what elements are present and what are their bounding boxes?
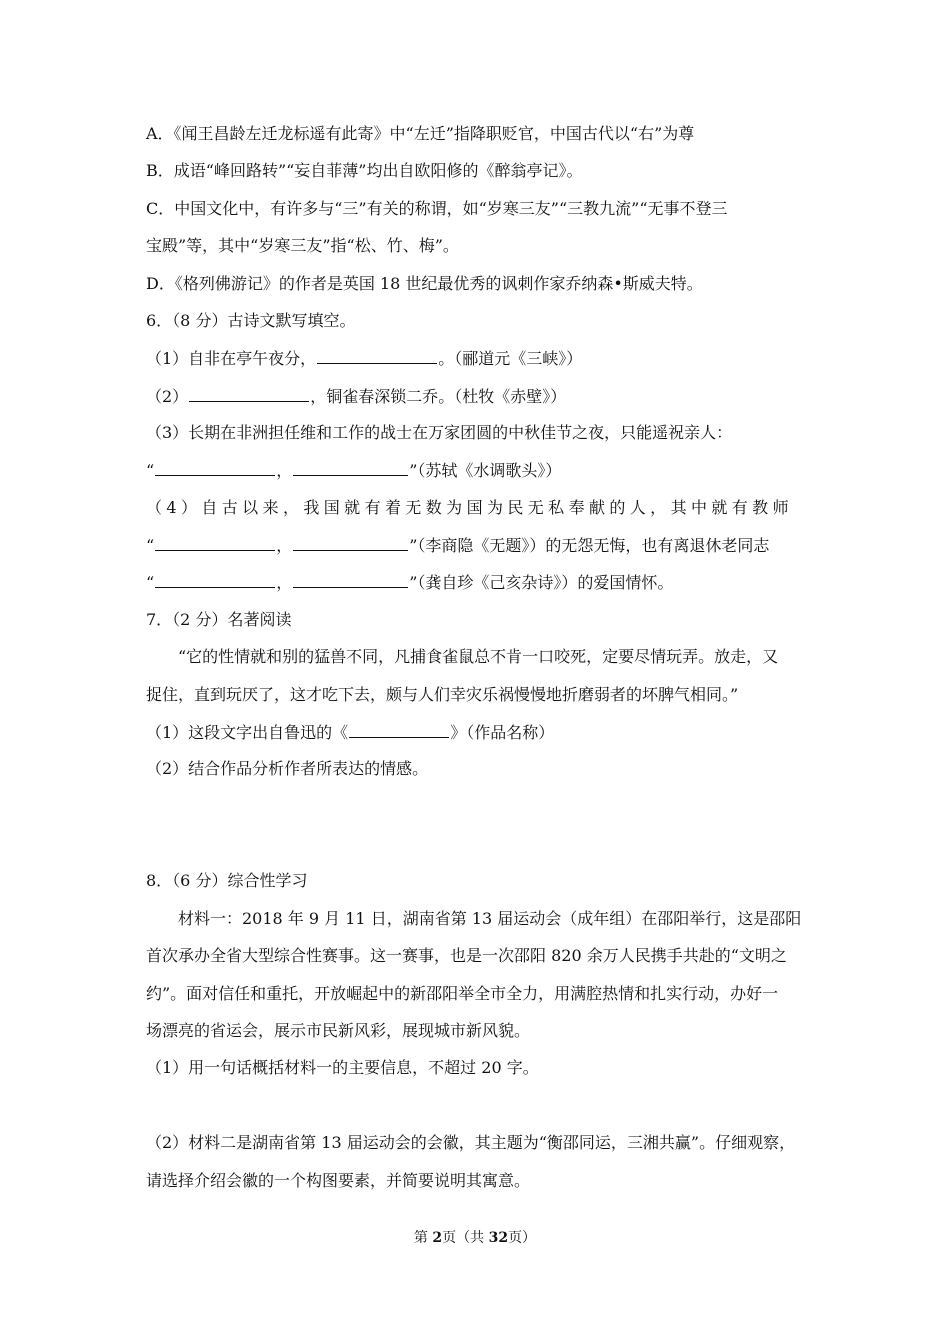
q8-material-1-line-4: 场漂亮的省运会，展示市民新风彩，展现城市新风貌。 — [146, 1021, 531, 1040]
q8-material-1-line-1: 材料一：2018 年 9 月 11 日，湖南省第 13 届运动会（成年组）在邵阳举行，这是邵阳 — [178, 909, 802, 928]
q7-sub-1-suffix: 》（作品名称） — [450, 723, 555, 742]
q6-part-2-blank[interactable] — [189, 385, 309, 402]
q6-part-4-line-3 — [146, 571, 673, 593]
q6-part-4-blank-2[interactable] — [293, 534, 408, 551]
q6-part-4-blank-4[interactable] — [293, 571, 408, 588]
q6-part-4-open-quote-2: “ — [146, 573, 155, 592]
footer-page-number: 2 — [432, 1230, 443, 1246]
q6-part-4-blank-1[interactable] — [155, 534, 275, 551]
footer-middle: 页（共 — [442, 1230, 489, 1246]
q7-quote-line-1: “它的性情就和别的猛兽不同，凡捕食雀鼠总不肯一口咬死，定要尽情玩弄。放走，又 — [178, 647, 779, 666]
q7-sub-1 — [146, 721, 554, 743]
q6-part-2 — [146, 385, 566, 407]
q8-sub-2-line-2: 请选择介绍会徽的一个构图要素，并简要说明其寓意。 — [146, 1171, 531, 1190]
q8-sub-1: （1）用一句话概括材料一的主要信息，不超过 20 字。 — [146, 1058, 539, 1077]
footer-total-pages: 32 — [488, 1230, 509, 1246]
q6-part-1-prefix: （1）自非在亭午夜分， — [146, 349, 317, 368]
q6-part-2-prefix: （2） — [146, 387, 189, 406]
q6-part-3-line-2 — [146, 459, 561, 481]
q6-part-4-line-2 — [146, 534, 769, 556]
page-footer — [0, 1228, 950, 1248]
option-b: B．成语“峰回路转”“妄自菲薄”均出自欧阳修的《醉翁亭记》。 — [146, 161, 583, 180]
q6-part-3-blank-2[interactable] — [293, 459, 408, 476]
q7-title: 7．（2 分）名著阅读 — [146, 610, 292, 629]
option-c-line-1: C．中国文化中，有许多与“三”有关的称谓，如“岁寒三友”“三教九流”“无事不登三 — [146, 199, 728, 218]
q8-material-1-line-3: 约”。面对信任和重托，开放崛起中的新邵阳举全市全力，用满腔热情和扎实行动，办好一 — [146, 984, 779, 1003]
q7-sub-1-prefix: （1）这段文字出自鲁迅的《 — [146, 723, 349, 742]
option-c-line-2: 宝殿”等，其中“岁寒三友”指“松、竹、梅”。 — [146, 236, 459, 255]
q7-sub-1-blank[interactable] — [349, 721, 449, 738]
q6-part-3-suffix: ”（苏轼《水调歌头》） — [409, 461, 562, 480]
q7-quote-line-2: 捉住，直到玩厌了，这才吃下去，颇与人们幸灾乐祸慢慢地折磨弱者的坏脾气相同。” — [146, 685, 739, 704]
q7-sub-2: （2）结合作品分析作者所表达的情感。 — [146, 759, 429, 778]
q6-part-3-comma: ， — [276, 461, 293, 480]
q8-sub-2-line-1: （2）材料二是湖南省第 13 届运动会的会徽，其主题为“衡邵同运，三湘共赢”。仔细观察， — [146, 1133, 796, 1152]
q6-part-3-open-quote: “ — [146, 461, 155, 480]
q8-material-1-line-2: 首次承办全省大型综合性赛事。这一赛事，也是一次邵阳 820 余万人民携手共赴的“文明之 — [146, 946, 787, 965]
q8-title: 8．（6 分）综合性学习 — [146, 871, 308, 890]
q6-part-4-suffix-1: ”（李商隐《无题》）的无怨无悔，也有离退休老同志 — [409, 536, 770, 555]
q6-part-4-comma-1: ， — [276, 536, 293, 555]
q6-part-4-line-1: （4）自古以来，我国就有着无数为国为民无私奉献的人，其中就有教师 — [146, 498, 793, 517]
q6-part-1-blank[interactable] — [317, 347, 437, 364]
q6-part-3-line-1: （3）长期在非洲担任维和工作的战士在万家团圆的中秋佳节之夜，只能遥祝亲人： — [146, 423, 733, 442]
q6-part-1 — [146, 347, 582, 369]
q6-part-1-suffix: 。（郦道元《三峡》） — [438, 349, 583, 368]
q6-part-4-blank-3[interactable] — [155, 571, 275, 588]
q6-part-3-blank-1[interactable] — [155, 459, 275, 476]
footer-suffix: 页） — [508, 1230, 537, 1246]
q6-part-4-open-quote-1: “ — [146, 536, 155, 555]
q6-part-4-comma-2: ， — [276, 573, 293, 592]
q6-part-4-suffix-2: ”（龚自珍《己亥杂诗》）的爱国情怀。 — [409, 573, 674, 592]
q6-part-2-suffix: ，铜雀春深锁二乔。（杜牧《赤壁》） — [310, 387, 567, 406]
option-d: D．《格列佛游记》的作者是英国 18 世纪最优秀的讽刺作家乔纳森•斯威夫特。 — [146, 274, 703, 293]
option-a: A．《闻王昌龄左迁龙标遥有此寄》中“左迁”指降职贬官，中国古代以“右”为尊 — [146, 124, 695, 143]
footer-prefix: 第 — [413, 1230, 433, 1246]
q6-title: 6．（8 分）古诗文默写填空。 — [146, 311, 356, 330]
